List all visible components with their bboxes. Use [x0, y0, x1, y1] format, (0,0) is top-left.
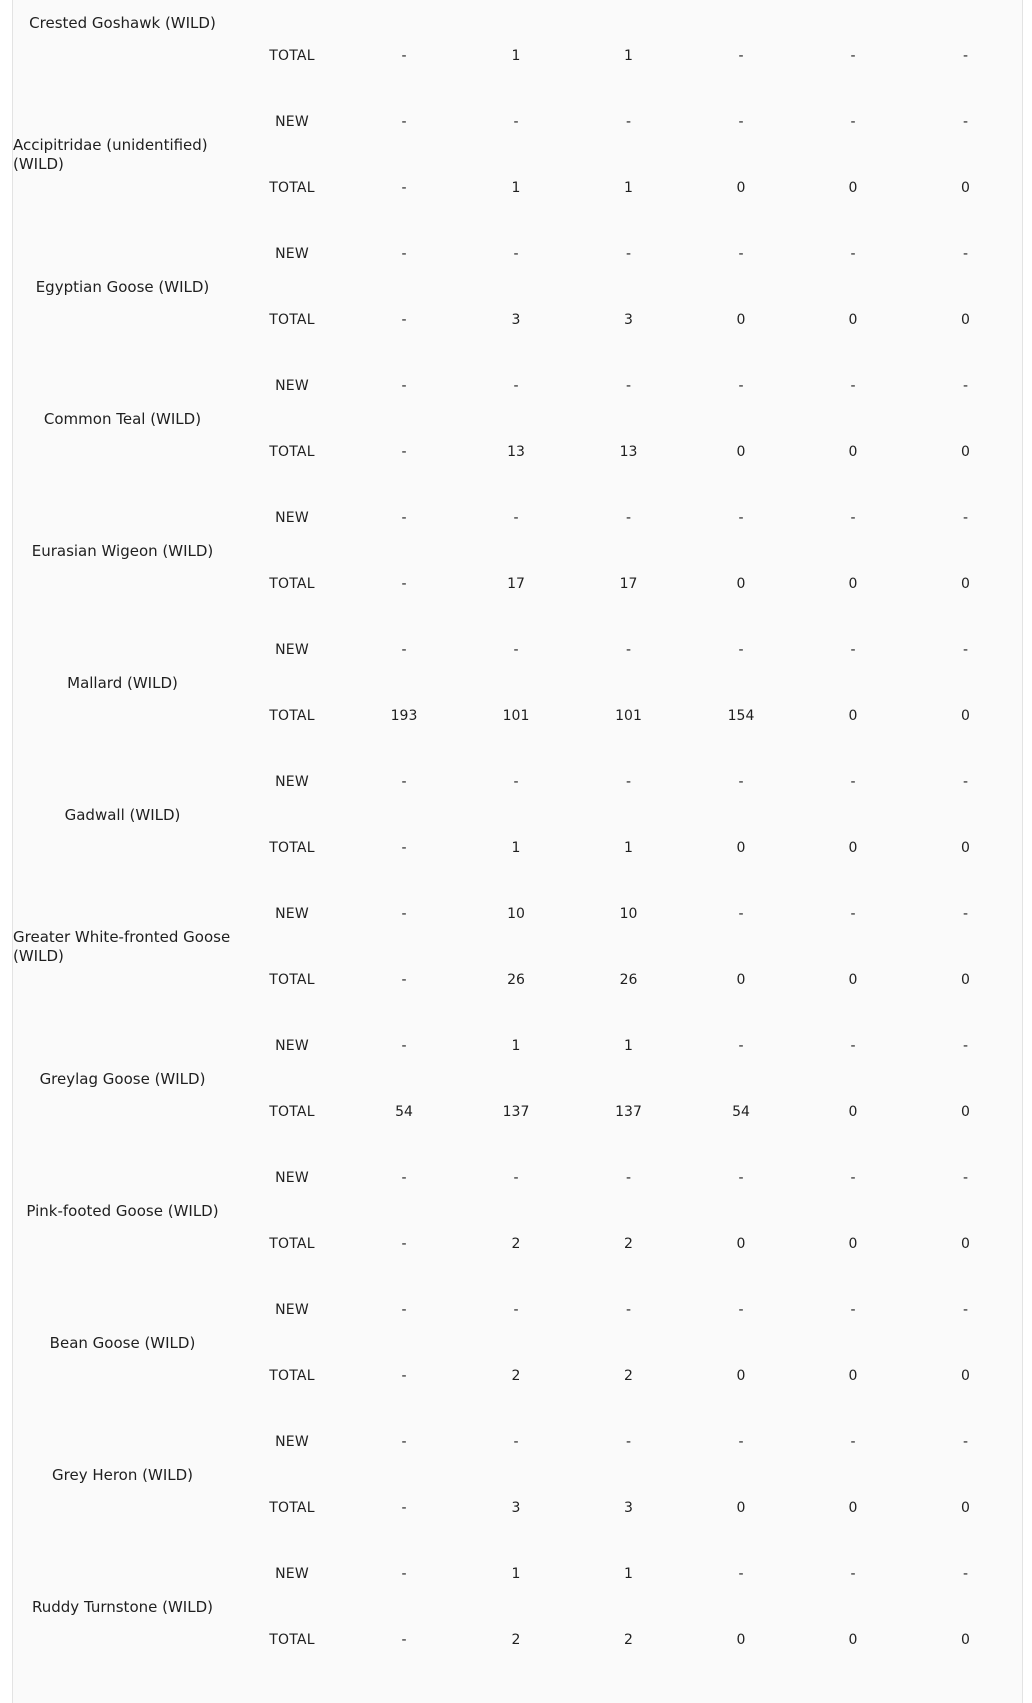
count-cell: 0	[848, 312, 858, 328]
count-cell: 17	[619, 576, 638, 592]
count-cell: 10	[507, 906, 525, 922]
count-cell: 0	[961, 444, 970, 460]
row-type-label: TOTAL	[269, 708, 315, 724]
count-cell: -	[625, 774, 632, 790]
count-cell: 1	[511, 180, 521, 196]
count-cell: 0	[961, 972, 970, 988]
row-type-label: TOTAL	[269, 840, 315, 856]
count-cell: -	[625, 114, 632, 130]
count-cell: 2	[511, 1632, 521, 1648]
count-cell: -	[401, 510, 407, 526]
count-cell: -	[962, 246, 969, 262]
count-cell: -	[401, 378, 407, 394]
count-cell: -	[738, 1302, 744, 1318]
count-cell: 0	[736, 1236, 746, 1252]
count-cell: -	[738, 1566, 744, 1582]
count-cell: -	[401, 312, 407, 328]
count-cell: -	[513, 1302, 519, 1318]
count-cell: 3	[624, 312, 633, 328]
count-cell: -	[401, 576, 407, 592]
count-cell: 2	[511, 1368, 521, 1384]
count-cell	[797, 0, 909, 23]
count-cell: 0	[848, 840, 858, 856]
table-row	[13, 221, 1022, 287]
count-cell: 26	[507, 972, 525, 988]
count-cell: 1	[624, 1566, 633, 1582]
table-row	[13, 0, 1022, 23]
count-cell	[685, 0, 797, 23]
count-cell: 0	[961, 1368, 970, 1384]
count-cell: -	[625, 378, 632, 394]
count-cell: 0	[961, 1500, 970, 1516]
count-cell: -	[738, 48, 744, 64]
count-cell: 137	[615, 1104, 642, 1120]
count-cell: 0	[961, 180, 970, 196]
species-name: Bean Goose (WILD)	[49, 1333, 196, 1352]
count-cell: 0	[848, 1104, 858, 1120]
count-cell: -	[625, 1434, 632, 1450]
count-cell: -	[401, 114, 407, 130]
count-cell: -	[850, 378, 856, 394]
count-cell: -	[401, 1236, 407, 1252]
count-cell: -	[401, 1632, 407, 1648]
table-row	[13, 1409, 1022, 1475]
table-row	[13, 353, 1022, 419]
count-cell: -	[513, 642, 519, 658]
count-cell	[909, 0, 1022, 23]
count-cell: 0	[848, 444, 858, 460]
count-cell: 1	[511, 1566, 521, 1582]
count-cell: -	[513, 774, 519, 790]
count-cell: 0	[848, 708, 858, 724]
count-cell: -	[401, 48, 407, 64]
count-cell: -	[513, 1434, 519, 1450]
count-cell: -	[513, 246, 519, 262]
table-row	[13, 1013, 1022, 1079]
count-cell: -	[850, 246, 856, 262]
count-cell: -	[850, 1434, 856, 1450]
species-name: Grey Heron (WILD)	[52, 1465, 193, 1484]
count-cell: 0	[736, 180, 746, 196]
count-cell: -	[625, 1302, 632, 1318]
count-cell: -	[625, 1170, 632, 1186]
count-cell: 137	[502, 1104, 530, 1120]
row-type-label: TOTAL	[269, 48, 315, 64]
count-cell: -	[401, 1434, 407, 1450]
count-cell: 13	[507, 444, 525, 460]
count-cell: 13	[619, 444, 638, 460]
species-report-table	[13, 0, 1022, 1673]
count-cell: 0	[961, 1236, 970, 1252]
count-cell: -	[625, 510, 632, 526]
count-cell: 0	[848, 972, 858, 988]
count-cell: -	[962, 48, 969, 64]
count-cell	[460, 0, 572, 23]
count-cell: -	[738, 378, 744, 394]
species-name: Crested Goshawk (WILD)	[29, 13, 216, 32]
count-cell: -	[850, 906, 856, 922]
count-cell: -	[962, 1038, 969, 1054]
count-cell: 2	[511, 1236, 521, 1252]
count-cell: 0	[848, 1236, 858, 1252]
table-row	[13, 1277, 1022, 1343]
count-cell: -	[401, 840, 407, 856]
count-cell: -	[513, 378, 519, 394]
row-type-label: NEW	[275, 1434, 309, 1450]
count-cell: 0	[961, 1104, 970, 1120]
row-type-label: NEW	[275, 114, 309, 130]
count-cell: -	[401, 180, 407, 196]
count-cell: -	[962, 1566, 969, 1582]
count-cell	[348, 0, 460, 23]
count-cell: 0	[961, 576, 970, 592]
count-cell: 193	[390, 708, 418, 724]
count-cell: -	[850, 1566, 856, 1582]
count-cell: -	[738, 1170, 744, 1186]
species-name: Mallard (WILD)	[67, 673, 178, 692]
count-cell: -	[850, 510, 856, 526]
count-cell: 101	[615, 708, 642, 724]
count-cell: -	[738, 114, 744, 130]
count-cell: -	[962, 114, 969, 130]
count-cell: -	[401, 1038, 407, 1054]
species-name: Greater White-fronted Goose (WILD)	[13, 928, 231, 965]
species-name: Egyptian Goose (WILD)	[35, 277, 210, 296]
count-cell: -	[850, 1170, 856, 1186]
count-cell: -	[962, 774, 969, 790]
species-name: Common Teal (WILD)	[43, 409, 202, 428]
row-type-label: NEW	[275, 642, 309, 658]
count-cell: -	[401, 1170, 407, 1186]
count-cell: -	[962, 642, 969, 658]
table-row	[13, 1541, 1022, 1607]
count-cell: 0	[961, 708, 970, 724]
count-cell: 1	[624, 48, 633, 64]
count-cell: 1	[624, 180, 633, 196]
count-cell: 0	[961, 1632, 970, 1648]
count-cell: -	[850, 1038, 856, 1054]
count-cell: 0	[736, 576, 746, 592]
table-row	[13, 881, 1022, 947]
species-name: Accipitridae (unidentified) (WILD)	[13, 136, 208, 173]
row-type-label: TOTAL	[269, 1104, 315, 1120]
count-cell: -	[962, 1170, 969, 1186]
count-cell: 0	[848, 180, 858, 196]
count-cell: -	[401, 972, 407, 988]
count-cell: 0	[736, 840, 746, 856]
count-cell: -	[738, 510, 744, 526]
count-cell: 0	[848, 576, 858, 592]
species-name: Eurasian Wigeon (WILD)	[31, 541, 214, 560]
count-cell: -	[401, 444, 407, 460]
count-cell: -	[962, 378, 969, 394]
count-cell: -	[513, 1170, 519, 1186]
table-row	[13, 617, 1022, 683]
count-cell: -	[738, 1038, 744, 1054]
count-cell: 0	[736, 1368, 746, 1384]
species-name: Greylag Goose (WILD)	[39, 1069, 206, 1088]
species-name: Gadwall (WILD)	[64, 805, 181, 824]
count-cell: -	[738, 906, 744, 922]
row-type-label	[236, 0, 348, 23]
count-cell: -	[401, 1566, 407, 1582]
count-cell: -	[513, 510, 519, 526]
count-cell: 3	[624, 1500, 633, 1516]
species-name: Pink-footed Goose (WILD)	[26, 1201, 219, 1220]
count-cell: 1	[511, 840, 521, 856]
row-type-label: NEW	[275, 1302, 309, 1318]
count-cell: -	[850, 642, 856, 658]
count-cell: -	[962, 1302, 969, 1318]
row-type-label: TOTAL	[269, 576, 315, 592]
count-cell: 1	[624, 840, 633, 856]
count-cell: 3	[511, 1500, 521, 1516]
count-cell: 0	[848, 1368, 858, 1384]
count-cell: 0	[848, 1632, 858, 1648]
count-cell: -	[850, 48, 856, 64]
table-row	[13, 89, 1022, 155]
row-type-label: NEW	[275, 774, 309, 790]
count-cell: -	[401, 246, 407, 262]
count-cell: 101	[502, 708, 530, 724]
row-type-label: NEW	[275, 510, 309, 526]
count-cell: -	[738, 246, 744, 262]
row-type-label: TOTAL	[269, 444, 315, 460]
row-type-label: TOTAL	[269, 1500, 315, 1516]
row-type-label: TOTAL	[269, 1368, 315, 1384]
table-row	[13, 485, 1022, 551]
row-type-label: TOTAL	[269, 312, 315, 328]
count-cell: -	[625, 642, 632, 658]
count-cell: 0	[736, 444, 746, 460]
species-name: Ruddy Turnstone (WILD)	[32, 1597, 213, 1616]
count-cell: 0	[736, 312, 746, 328]
report-panel	[12, 0, 1023, 1703]
count-cell: -	[850, 1302, 856, 1318]
count-cell: 10	[619, 906, 638, 922]
row-type-label: NEW	[275, 1038, 309, 1054]
count-cell: -	[513, 114, 519, 130]
table-body	[13, 0, 1022, 1673]
count-cell: -	[962, 510, 969, 526]
count-cell: 1	[511, 1038, 521, 1054]
count-cell: 0	[736, 972, 746, 988]
count-cell: -	[738, 774, 744, 790]
count-cell: 1	[624, 1038, 633, 1054]
count-cell: 3	[511, 312, 521, 328]
count-cell: 0	[736, 1632, 746, 1648]
count-cell: 54	[395, 1104, 413, 1120]
count-cell: 2	[624, 1236, 633, 1252]
count-cell: -	[850, 114, 856, 130]
count-cell: -	[401, 1500, 407, 1516]
row-type-label: NEW	[275, 906, 309, 922]
count-cell: 2	[624, 1632, 633, 1648]
count-cell: -	[401, 1368, 407, 1384]
count-cell: -	[401, 642, 407, 658]
count-cell: 0	[961, 312, 970, 328]
count-cell: 2	[624, 1368, 633, 1384]
count-cell: -	[625, 246, 632, 262]
count-cell: 26	[619, 972, 638, 988]
count-cell: 0	[848, 1500, 858, 1516]
row-type-label: TOTAL	[269, 1632, 315, 1648]
count-cell: -	[738, 642, 744, 658]
count-cell: 0	[961, 840, 970, 856]
count-cell: -	[401, 774, 407, 790]
row-type-label: NEW	[275, 378, 309, 394]
row-type-label: NEW	[275, 246, 309, 262]
table-row	[13, 749, 1022, 815]
count-cell: -	[401, 1302, 407, 1318]
table-row	[13, 1145, 1022, 1211]
row-type-label: NEW	[275, 1170, 309, 1186]
row-type-label: TOTAL	[269, 972, 315, 988]
count-cell: -	[401, 906, 407, 922]
count-cell: 0	[736, 1500, 746, 1516]
row-type-label: NEW	[275, 1566, 309, 1582]
count-cell	[572, 0, 685, 23]
count-cell: -	[850, 774, 856, 790]
count-cell: 154	[727, 708, 755, 724]
count-cell: -	[738, 1434, 744, 1450]
count-cell: 17	[507, 576, 525, 592]
count-cell: -	[962, 1434, 969, 1450]
count-cell: 54	[732, 1104, 750, 1120]
count-cell: -	[962, 906, 969, 922]
row-type-label: TOTAL	[269, 1236, 315, 1252]
row-type-label: TOTAL	[269, 180, 315, 196]
count-cell: 1	[511, 48, 521, 64]
